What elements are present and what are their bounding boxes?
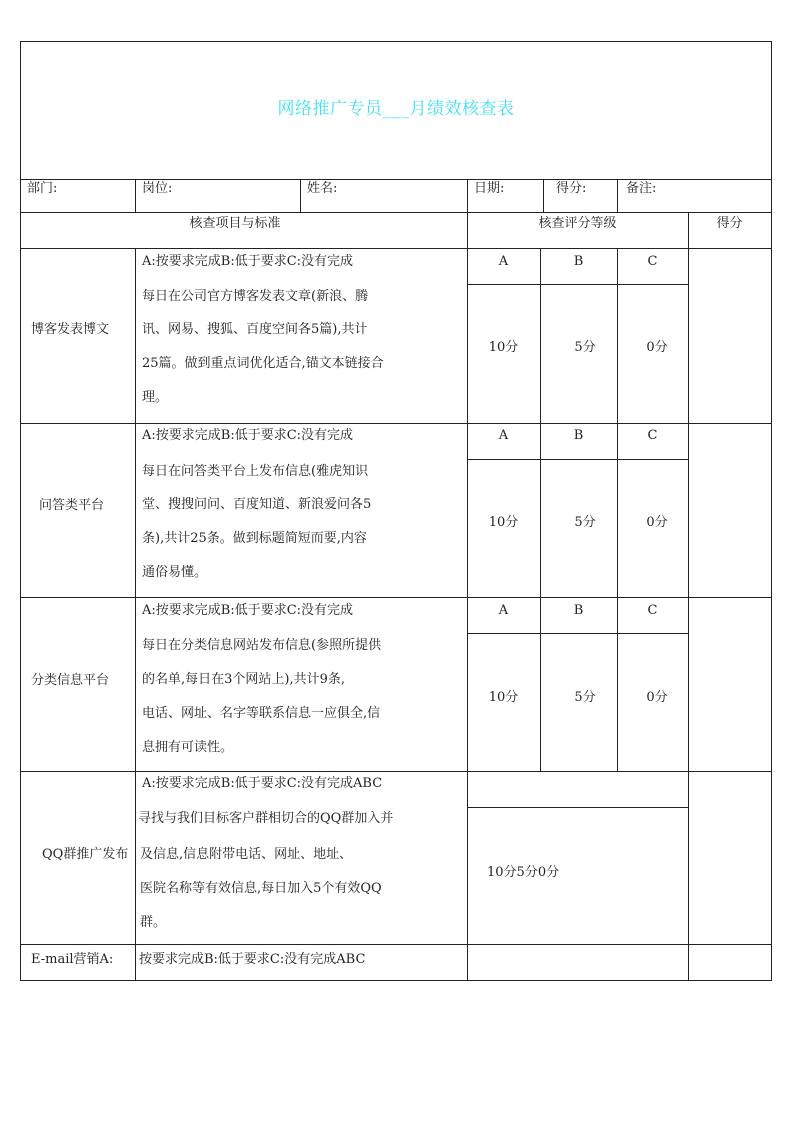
- row-label: 博客发表博文: [31, 322, 110, 337]
- table-border-right: [771, 41, 772, 981]
- column-header-line: [20, 248, 772, 249]
- grade-subline: [467, 807, 689, 808]
- grade-b: B: [573, 428, 584, 443]
- points-a: 10分: [488, 690, 519, 705]
- score-column-header: 得分: [716, 216, 743, 231]
- row-standard: A:按要求完成B:低于要求C:没有完成: [142, 428, 354, 443]
- row-desc-line: 每日在分类信息网站发布信息(参照所提供: [142, 638, 382, 653]
- score-label: 得分:: [556, 181, 587, 196]
- row-desc-line: 的名单,每日在3个网站上),共计9条,: [142, 672, 346, 687]
- row-desc-line: 25篇。做到重点词优化适合,锚文本链接合: [142, 356, 384, 371]
- row-desc-line: 讯、网易、搜狐、百度空间各5篇),共计: [142, 322, 368, 337]
- row-standard: A:按要求完成B:低于要求C:没有完成: [142, 603, 354, 618]
- points-a: 10分: [488, 515, 519, 530]
- row-desc-line: 息拥有可读性。: [142, 740, 234, 755]
- row-standard: 按要求完成B:低于要求C:没有完成ABC: [139, 952, 366, 967]
- post-label: 岗位:: [142, 181, 173, 196]
- header-divider: [467, 179, 468, 213]
- grade-subline: [467, 284, 689, 285]
- points-a: 10分: [488, 340, 519, 355]
- grade-subline: [467, 459, 689, 460]
- header-row-line: [20, 179, 772, 180]
- row-divider: [20, 771, 772, 772]
- row-label: 问答类平台: [39, 498, 105, 513]
- row-divider: [20, 597, 772, 598]
- row-standard: A:按要求完成B:低于要求C:没有完成ABC: [142, 776, 383, 791]
- header-divider: [617, 179, 618, 213]
- table-border-left: [20, 41, 21, 981]
- grade-c: C: [647, 254, 658, 269]
- points-c: 0分: [646, 515, 668, 530]
- row-desc-line: 群。: [140, 915, 167, 930]
- row-desc-line: 电话、网址、名字等联系信息一应俱全,信: [142, 706, 381, 721]
- row-desc-line: 每日在问答类平台上发布信息(雅虎知识: [142, 464, 369, 479]
- row-standard: A:按要求完成B:低于要求C:没有完成: [142, 254, 354, 269]
- points-c: 0分: [646, 340, 668, 355]
- points-b: 5分: [574, 515, 596, 530]
- table-border-top: [20, 41, 772, 42]
- table-border-bottom: [20, 980, 772, 981]
- grade-a: A: [498, 428, 509, 443]
- row-label: E-mail营销A:: [31, 952, 114, 967]
- criteria-column-header: 核查项目与标准: [189, 216, 281, 231]
- row-desc-line: 每日在公司官方博客发表文章(新浪、腾: [142, 289, 369, 304]
- grade-subline: [467, 633, 689, 634]
- row-label: 分类信息平台: [31, 673, 110, 688]
- row-desc-line: 条),共计25条。做到标题简短而要,内容: [142, 531, 367, 546]
- header-divider: [543, 179, 544, 213]
- points-b: 5分: [574, 340, 596, 355]
- row-desc-line: 寻找与我们目标客户群相切合的QQ群加入并: [138, 811, 394, 826]
- label-column-divider: [135, 248, 136, 981]
- remark-label: 备注:: [626, 181, 657, 196]
- row-divider: [20, 423, 772, 424]
- row-desc-line: 堂、搜搜问问、百度知道、新浪爱问各5: [142, 497, 372, 512]
- dept-label: 部门:: [27, 181, 58, 196]
- header-row-line-bottom: [20, 212, 772, 213]
- grade-b: B: [573, 254, 584, 269]
- header-divider: [135, 179, 136, 213]
- grade-c: C: [647, 428, 658, 443]
- grade-a: A: [498, 603, 509, 618]
- date-label: 日期:: [474, 181, 505, 196]
- points-b: 5分: [574, 690, 596, 705]
- header-divider: [300, 179, 301, 213]
- grading-column-header: 核查评分等级: [538, 216, 617, 231]
- row-desc-line: 医院名称等有效信息,每日加入5个有效QQ: [140, 881, 382, 896]
- score-column-divider: [688, 248, 689, 981]
- row-divider: [20, 944, 772, 945]
- row-desc-line: 通俗易懂。: [142, 565, 208, 580]
- grade-c: C: [647, 603, 658, 618]
- row-desc-line: 理。: [142, 390, 169, 405]
- grade-b: B: [573, 603, 584, 618]
- points-c: 0分: [646, 690, 668, 705]
- points-inline: 10分5分0分: [487, 865, 560, 880]
- name-label: 姓名:: [307, 181, 338, 196]
- row-label: QQ群推广发布: [42, 847, 129, 862]
- grade-a: A: [498, 254, 509, 269]
- row-desc-line: 及信息,信息附带电话、网址、地址、: [140, 847, 353, 862]
- page-title: 网络推广专员___月绩效核查表: [277, 99, 515, 119]
